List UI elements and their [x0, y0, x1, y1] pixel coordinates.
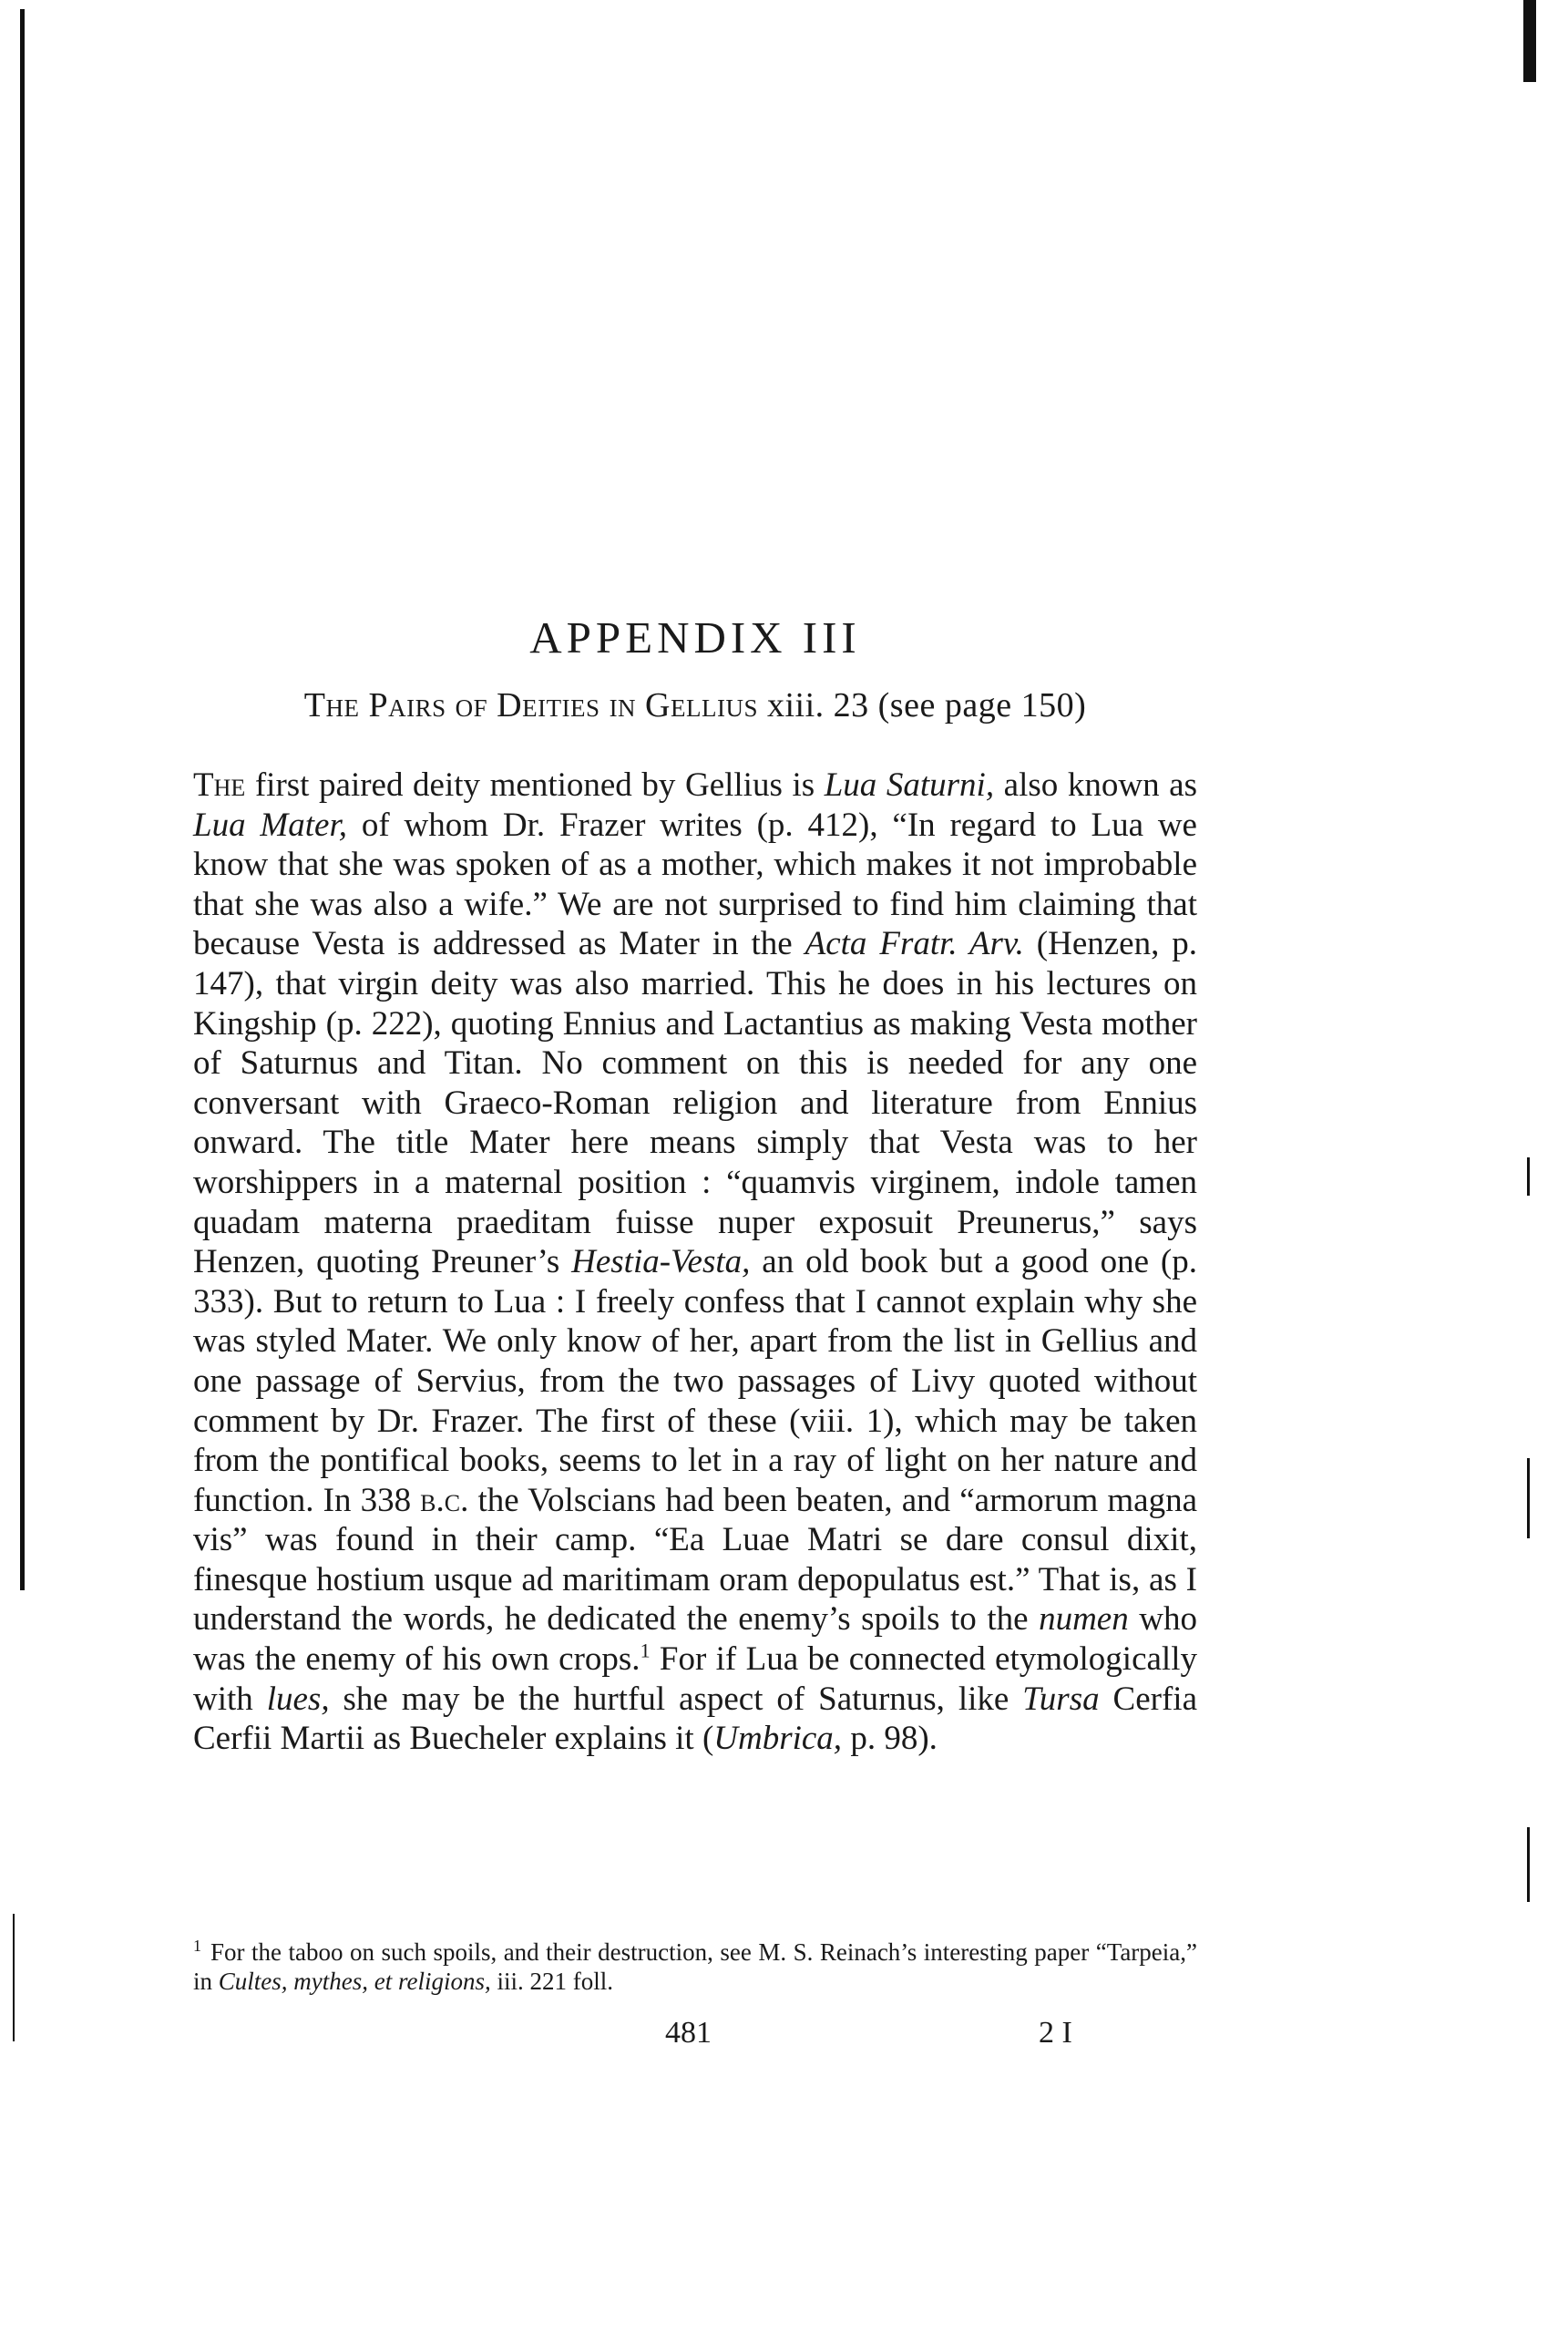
body-italic-run: Acta Fratr. Arv.: [804, 925, 1024, 963]
body-italic-run: Umbrica,: [713, 1720, 843, 1758]
body-text-run: she may be the hurtful aspect of Saturnus, like: [329, 1680, 1023, 1718]
body-text-run: the Volscians had been beaten, and “armorum magna vis” was found in their camp. “Ea Luae Matri se dare consul dixit, finesque hostium usque ad maritimam oram depopulatus est.” That is, as I understand the words, he dedicated the enemy’s spoils to the: [193, 1481, 1197, 1639]
footnote-text-run: iii. 221 foll.: [490, 1968, 613, 1995]
book-page: [193, 0, 1197, 2333]
subtitle-reference-part: xiii. 23 (see page 150): [757, 686, 1087, 725]
scan-edge-mark-right-3: [1527, 1827, 1530, 1902]
body-text-run: also known as: [994, 766, 1197, 804]
body-text-run: first paired deity mentioned by Gellius is: [245, 766, 825, 804]
scan-edge-line-left: [20, 9, 25, 1590]
body-text-run: For if Lua be connected etymologically with: [193, 1640, 1197, 1718]
body-lead-word: The: [193, 766, 246, 804]
body-italic-run: lues,: [266, 1680, 330, 1718]
footnote-marker: 1: [193, 1937, 201, 1955]
body-italic-run: Lua Mater,: [193, 806, 347, 844]
footnote: [193, 1937, 1197, 1996]
body-text-run: of whom Dr. Frazer writes (p. 412), “In regard to Lua we know that she was spoken of as a mother, which makes it not improbable that she was also a wife.” We are not surprised to find him claiming that because Vesta is addressed as Mater in the: [193, 806, 1197, 963]
body-text-run: Cerfia Cerfii Martii as Buecheler explains it (: [193, 1680, 1197, 1758]
footnote-reference: 1: [640, 1639, 651, 1662]
scan-edge-mark-top-right: [1523, 0, 1536, 82]
scan-edge-mark-right-2: [1527, 1458, 1530, 1538]
body-era-abbrev: b.c.: [420, 1481, 469, 1519]
body-italic-run: Tursa: [1022, 1680, 1100, 1718]
body-text-run: an old book but a good one (p. 333). But to return to Lua : I freely confess that I cannot explain why she was styled Mater. We only know of her, apart from the list in Gellius and one passage of Servius, from the two passages of Livy quoted without comment by Dr. Frazer. The first of these (viii. 1), which may be taken from the pontifical books, seems to let in a ray of light on her nature and function. In 338: [193, 1243, 1197, 1519]
footnote-italic-run: Cultes, mythes, et religions,: [218, 1968, 491, 1995]
scan-edge-mark-right-1: [1527, 1157, 1530, 1196]
appendix-title: APPENDIX III: [529, 612, 861, 663]
body-text-run: who was the enemy of his own crops.: [193, 1600, 1197, 1679]
body-italic-run: numen: [1039, 1600, 1129, 1639]
body-italic-run: Lua Saturni,: [824, 766, 995, 804]
page-number: 481: [665, 2016, 712, 2050]
body-text-run: p. 98).: [842, 1720, 938, 1758]
body-text-run: (Henzen, p. 147), that virgin deity was also married. This he does in his lectures on Kingship (p. 222), quoting Ennius and Lactantius as making Vesta mother of Saturnus and Titan. No comment on this is needed for any one conversant with Graeco-Roman religion and literature from Ennius onward. The title Mater here means simply that Vesta was to her worshippers in a maternal position : “quamvis virginem, indole tamen quadam materna praeditam fuisse nuper exposuit Preunerus,” says Henzen, quoting Preuner’s: [193, 925, 1198, 1281]
scan-edge-line-left-lower: [13, 1914, 15, 2041]
subtitle-smallcaps-part: The Pairs of Deities in Gellius: [303, 686, 758, 725]
footnote-text-run: For the taboo on such spoils, and their destruction, see M. S. Reinach’s interesting paper “Tarpeia,” in: [193, 1938, 1197, 1995]
appendix-subtitle: [193, 685, 1197, 725]
body-paragraph: [193, 766, 1197, 1759]
body-italic-run: Hestia-Vesta,: [571, 1243, 751, 1281]
signature-mark: 2 I: [1039, 2016, 1072, 2050]
